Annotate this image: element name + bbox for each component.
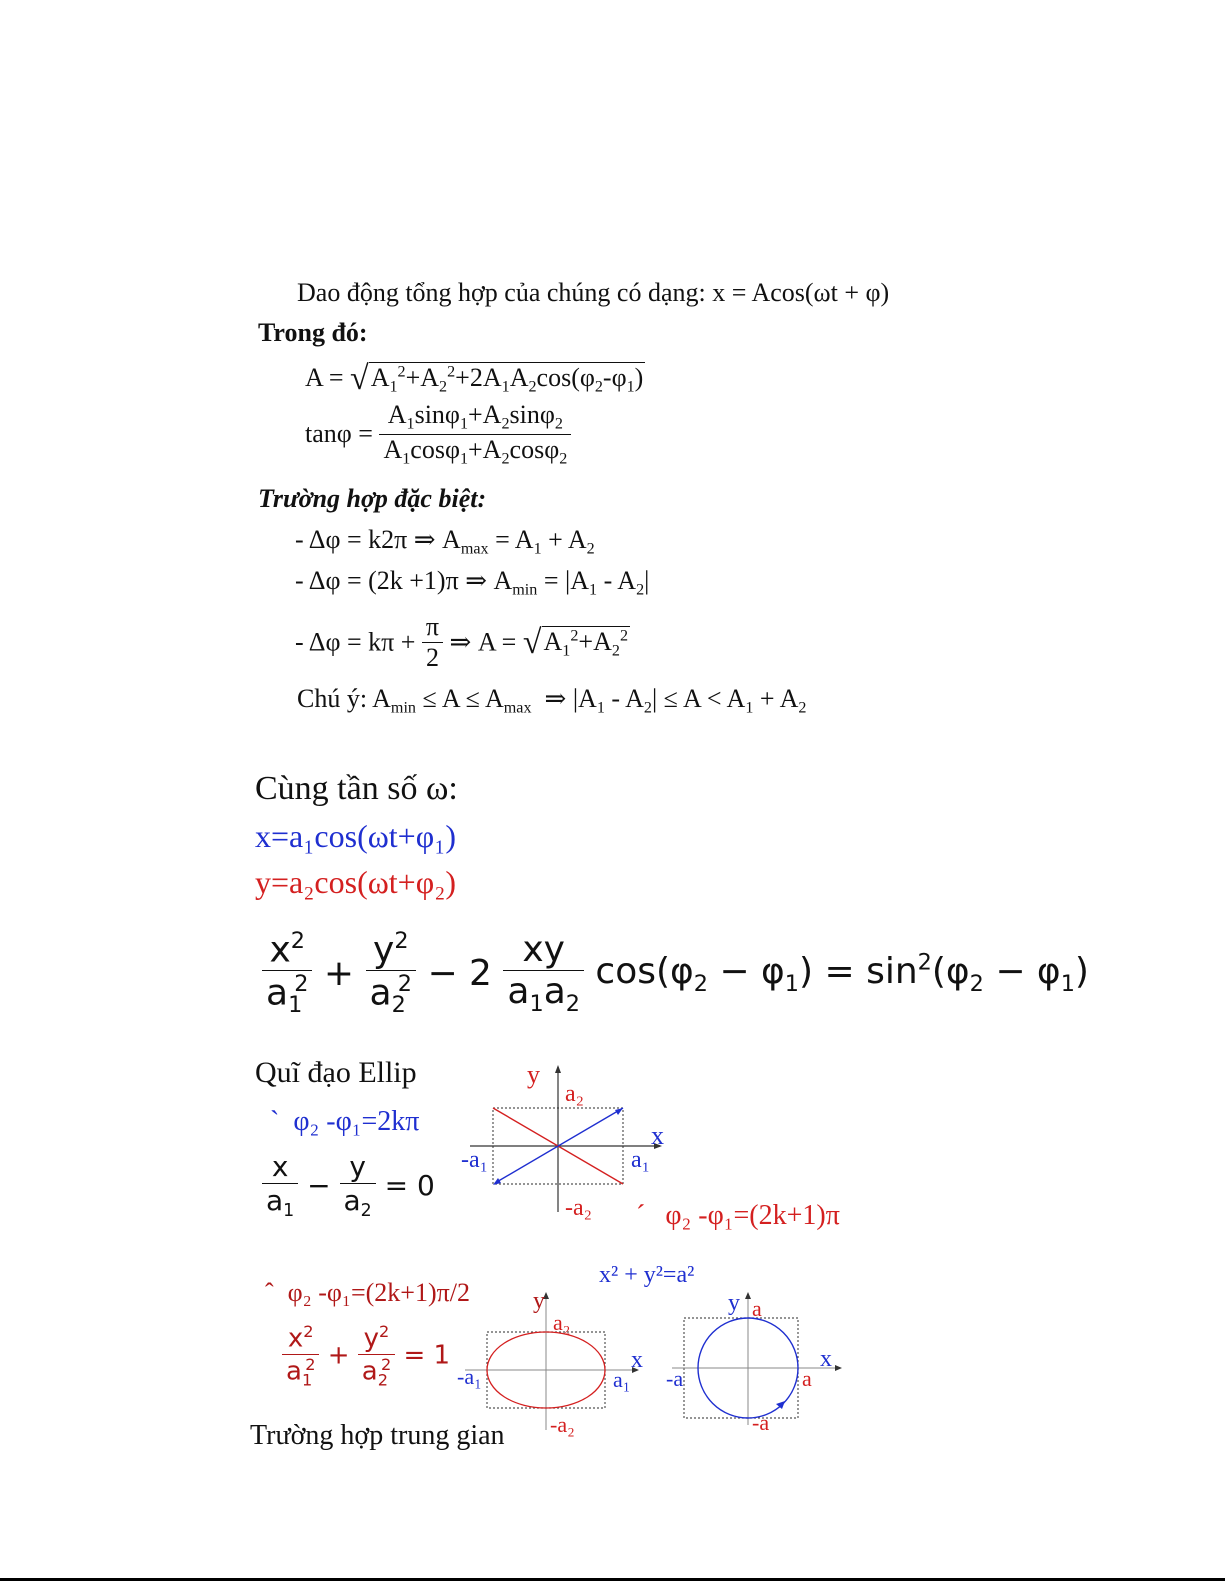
amplitude-formula: $A = √A_1^2+A_2^2+2A_1A_2\cos(\varphi_2-\varphi_1)$ (305, 360, 644, 397)
case-odd-pi: - Δφ = (2k +1)π ⇒ $A_{min} = |A_1 - A_2|$ (295, 566, 650, 599)
x-equation: x=a₁cos(ωt+φ₁) (255, 818, 456, 854)
ellipse-trajectory-title: Quĩ đạo Ellip (255, 1056, 417, 1089)
intermediate-case-label: Trường hợp trung gian (250, 1420, 505, 1451)
page-bottom-border (0, 1578, 1225, 1581)
x-axis-arrow (835, 1365, 842, 1371)
note-inequality: Chú ý: $A_{min} \le A \le A_{max}$ ⇒ $|A_1 - A_2| \le A < A_1 + A_2$ (297, 684, 807, 717)
x-label: x (651, 1121, 664, 1150)
ellipse-equation: $\frac{x^2}{a_1^2}$ + $\frac{y^2}{a_2^2}$ = 1 (282, 1322, 450, 1389)
y-axis-arrow (555, 1065, 561, 1073)
same-frequency-heading: Cùng tần số ω: (255, 770, 458, 807)
trajectory-equation: $\frac{x^2}{a_1^2}$ + $\frac{y^2}{a_2^2}$ − 2 $\frac{xy}{a_1a_2}$ $\cos(\varphi_2 - \varphi_1) = \sin^2(\varphi_2 - \varphi_1)$ (262, 928, 1089, 1019)
tan-fraction: $\frac{A_1\sin\varphi_1+A_2\sin\varphi_2}{A_1\cos\varphi_1+A_2\cos\varphi_2}$ (379, 400, 571, 468)
x-label: x (820, 1346, 832, 1372)
circle-graph (662, 1280, 852, 1440)
ellipse-graph (455, 1280, 665, 1445)
case-half-pi: - Δφ = kπ + $\frac{\pi}{2}$ ⇒ $A = √A_1^2+A_2^2$ (295, 612, 628, 672)
linear-trajectory-graph (455, 1055, 680, 1230)
case-half-pi-label: ˆ φ₂ -φ₁=(2k+1)π/2 (265, 1278, 470, 1307)
a1-label: a₁ (613, 1367, 631, 1392)
blue-arrowhead (615, 1108, 623, 1115)
neg-a-label: -a (666, 1366, 684, 1391)
neg-a1-label: -a₁ (461, 1147, 489, 1173)
tan-phi-formula: tanφ = $\frac{A_1\sin\varphi_1+A_2\sin\varphi_2}{A_1\cos\varphi_1+A_2\cos\varphi_2}$ (305, 400, 571, 468)
a-label-top: a (752, 1296, 762, 1321)
case-k2pi: - Δφ = k2π ⇒ $A_{max} = A_1 + A_2$ (295, 525, 595, 558)
a1-label: a₁ (631, 1147, 651, 1173)
y-equation: y=a₂cos(ωt+φ₂) (255, 864, 456, 900)
trong-do-heading: Trong đó: (258, 318, 368, 347)
case-2k-pi-label: ` φ₂ -φ₁=2kπ (270, 1106, 420, 1137)
neg-a-label-bottom: -a (752, 1410, 770, 1435)
x-label: x (631, 1347, 643, 1373)
neg-a2-label: -a₂ (550, 1412, 575, 1437)
a2-label: a₂ (553, 1310, 571, 1335)
a2-label: a₂ (565, 1081, 585, 1107)
case-odd-pi-label: ´ φ₂ -φ₁=(2k+1)π (636, 1200, 840, 1231)
neg-a2-label: -a₂ (565, 1195, 593, 1221)
intro-text: Dao động tổng hợp của chúng có dạng: x = Acos(ωt + φ) (297, 278, 890, 307)
y-label: y (533, 1288, 545, 1314)
y-label: y (728, 1290, 740, 1316)
neg-a1-label: -a₁ (457, 1364, 482, 1389)
linear-equation: $\frac{x}{a_1}$ − $\frac{y}{a_2}$ = 0 (262, 1150, 435, 1221)
y-axis-arrow (745, 1292, 751, 1299)
circle-equation: x² + y²=a² (599, 1262, 695, 1288)
y-label: y (527, 1060, 540, 1089)
a-label-right: a (802, 1366, 812, 1391)
special-cases-heading: Trường hợp đặc biệt: (258, 484, 487, 513)
